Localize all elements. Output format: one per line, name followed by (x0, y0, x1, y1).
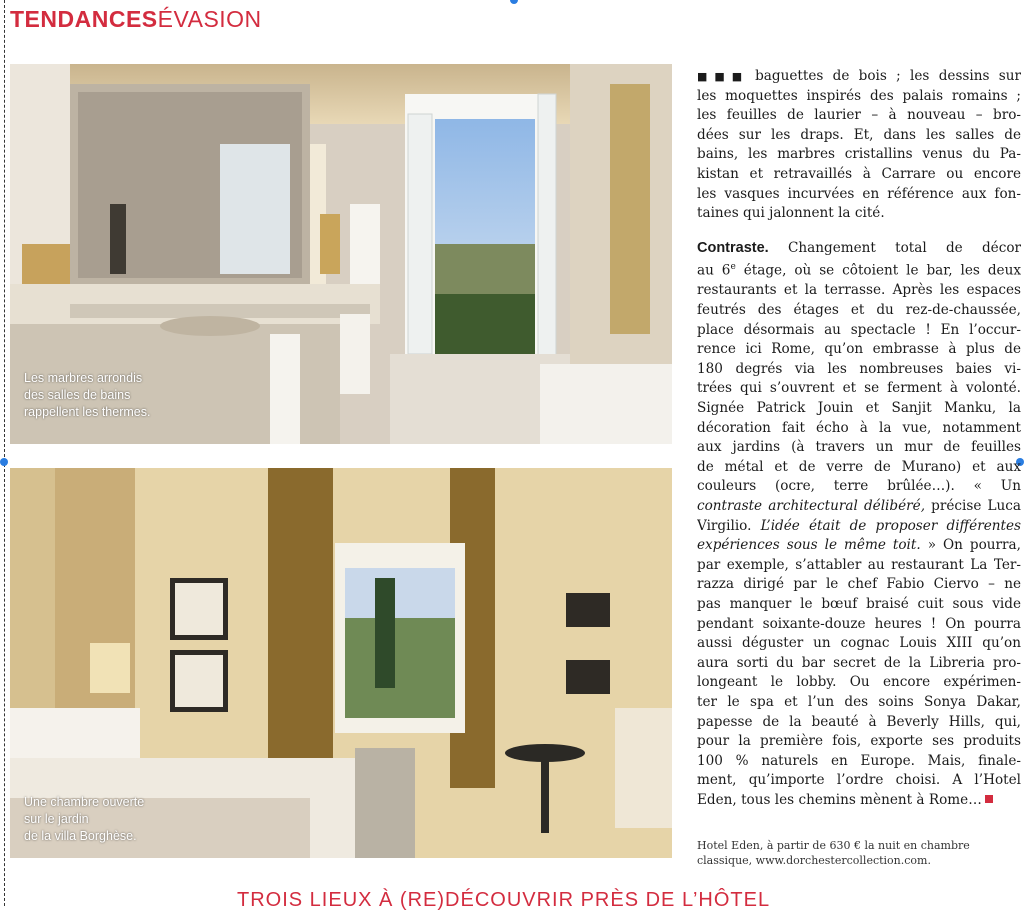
bedroom-caption (24, 794, 144, 845)
article-text: baguettes de bois ; les dessins sur (755, 68, 1021, 84)
article-line: pendant soixante-douze heures ! On pourra (697, 615, 1021, 632)
article-line: longeant le lobby. Ou encore expérimen- (697, 674, 1021, 691)
article-line: Signée Patrick Jouin et Sanjit Manku, la (697, 400, 1021, 417)
page-edge-guide (4, 0, 5, 906)
article-line: 100 % naturels en Europe. Mais, finale- (697, 752, 1021, 769)
article-line: kistan et retravaillés à Carrare ou encore (697, 165, 1021, 182)
footnote-line: Hotel Eden, à partir de 630 € la nuit en chambre (697, 839, 970, 852)
article-line: les moquettes inspirés des palais romains ; (697, 87, 1021, 104)
article-line: papesse de la beauté à Beverly Hills, qui, (697, 713, 1021, 730)
article-line: dées sur les draps. Et, dans les salles de (697, 126, 1021, 143)
caption-line: rappellent les thermes. (24, 405, 151, 419)
article-line: place désormais au spectacle ! En l’occur- (697, 321, 1021, 338)
next-section-title: TROIS LIEUX À (RE)DÉCOUVRIR PRÈS DE L’HÔTEL (237, 889, 771, 911)
article-line: aussi déguster un cognac Louis XIII qu’on (697, 635, 1021, 652)
article-line: razza dirigé par le chef Fabio Ciervo – ne (697, 576, 1021, 593)
article-text: précise Luca (925, 498, 1021, 514)
article-line (697, 497, 1021, 517)
article-line (697, 791, 1021, 811)
caption-line: Une chambre ouverte (24, 795, 145, 809)
caption-line: sur le jardin (24, 812, 89, 826)
bathroom-caption (24, 370, 150, 421)
end-mark (985, 795, 993, 803)
article-line: restaurants et la terrasse. Après les espaces (697, 282, 1021, 299)
subsection-name: ÉVASION (157, 6, 262, 32)
bathroom-photo (10, 64, 672, 444)
caption-line: des salles de bains (24, 388, 131, 402)
article-line: 180 degrés via les nombreuses baies vi- (697, 360, 1021, 377)
article-line: pas manquer le bœuf braisé cuit sous vide (697, 595, 1021, 612)
selection-handle-top[interactable] (510, 0, 518, 4)
article-line: décoration fait écho à la vue, notamment (697, 419, 1021, 436)
article-line (697, 67, 1021, 87)
section-header (10, 6, 262, 33)
article-line: taines qui jalonnent la cité. (697, 205, 885, 222)
footnote (697, 838, 1017, 868)
article-line (697, 517, 1021, 537)
article-line: les vasques incurvées en référence aux fon- (697, 185, 1021, 202)
article-line (697, 258, 1021, 281)
article-line: trées qui s’ouvrent et se ferment à volonté. (697, 380, 1021, 397)
caption-line: de la villa Borghèse. (24, 829, 137, 843)
article-line: rence ici Rome, qu’on embrasse à plus de (697, 341, 1021, 358)
article-line (697, 239, 1021, 259)
article-line: aux jardins (à travers un mur de feuilles (697, 439, 1021, 456)
article-line: ment, qu’importe l’ordre choisi. A l’Hotel (697, 772, 1021, 789)
quote-text: contraste architectural délibéré, (697, 498, 926, 514)
footnote-line: classique, www.dorchestercollection.com. (697, 854, 931, 867)
article-line: ter le spa et l’un des soins Sonya Dakar, (697, 693, 1021, 710)
article-text: Virgilio. (697, 517, 752, 534)
quote-text: expériences sous le même toit. (697, 537, 921, 554)
article-line: couleurs (ocre, terre brûlée…). « Un (697, 478, 1021, 495)
selection-handle-left[interactable] (0, 458, 8, 466)
article-line: aura sorti du bar secret de la Libreria pro- (697, 654, 1021, 671)
lead-marker: ■■■ (697, 70, 750, 83)
superscript: e (730, 262, 736, 273)
article-line: de métal et de verre de Murano) et aux (697, 458, 1021, 475)
article-text: Changement total de décor (787, 239, 1021, 256)
caption-line: Les marbres arrondis (24, 371, 143, 385)
article-text: Eden, tous les chemins mènent à Rome… (697, 791, 982, 808)
article-text: au 6 (697, 262, 731, 279)
bedroom-photo (10, 468, 672, 858)
section-name: TENDANCES (10, 6, 158, 32)
article-column (697, 67, 1021, 811)
quote-text: L’idée était de proposer différentes (751, 517, 1021, 534)
article-line: pour la première fois, exporte ses produits (697, 733, 1021, 750)
article-text: » On pourra, (920, 537, 1021, 554)
article-line: par exemple, s’attabler au restaurant La Ter- (697, 556, 1021, 573)
subheading: Contraste. (697, 239, 769, 256)
article-line: les feuilles de laurier – à nouveau – bro- (697, 107, 1021, 124)
article-line: feutrés des étages et du rez-de-chaussée, (697, 302, 1021, 319)
article-line (697, 536, 1021, 556)
article-line: bains, les marbres cristallins venus du Pa- (697, 146, 1021, 163)
article-text: étage, où se côtoient le bar, les deux (735, 262, 1021, 279)
